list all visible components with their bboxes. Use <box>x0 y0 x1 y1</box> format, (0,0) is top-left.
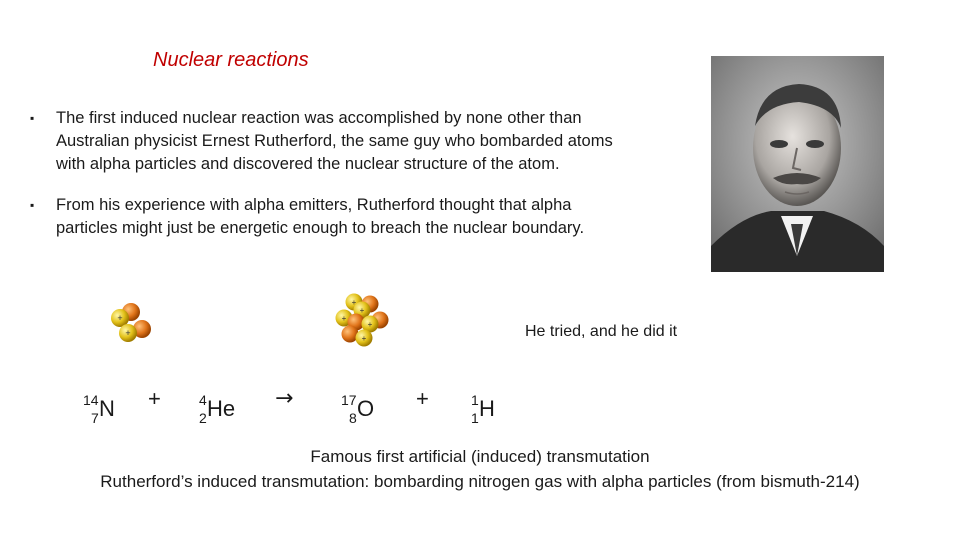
rutherford-portrait <box>711 56 884 272</box>
mass-number: 17 <box>341 392 357 408</box>
mass-number: 4 <box>199 392 207 408</box>
atomic-number: 8 <box>349 410 357 426</box>
bullet-1-line-3: with alpha particles and discovered the nuclear structure of the atom. <box>56 155 560 173</box>
atomic-number: 2 <box>199 410 207 426</box>
bullet-1 <box>30 107 613 176</box>
bullet-2-line-2: particles might just be energetic enough to breach the nuclear boundary. <box>56 219 585 237</box>
element-symbol: O <box>357 396 375 421</box>
plus-sign: + <box>148 386 161 411</box>
proton-charge-label: + <box>361 334 367 343</box>
bullet-marker: ▪ <box>30 198 35 212</box>
bullet-1-line-2: Australian physicist Ernest Rutherford, the same guy who bombarded atoms <box>56 132 613 150</box>
nitrogen-nucleus-model <box>330 290 394 352</box>
element-symbol: H <box>479 396 495 421</box>
bullet-2 <box>30 194 584 240</box>
mass-number: 14 <box>83 392 99 408</box>
proton-charge-label: + <box>117 313 123 323</box>
proton-charge-label: + <box>367 320 373 329</box>
slide-title: Nuclear reactions <box>153 49 309 71</box>
element-symbol: N <box>99 396 115 421</box>
proton-charge-label: + <box>359 306 365 315</box>
plus-sign: + <box>416 386 429 411</box>
proton-charge-label: + <box>125 328 131 338</box>
proton-charge-label: + <box>341 314 347 323</box>
footer-line-2: Rutherford’s induced transmutation: bombarding nitrogen gas with alpha particles (from bismuth‑214) <box>100 472 860 491</box>
caption-he-tried: He tried, and he did it <box>525 323 678 340</box>
bullet-2-line-1: From his experience with alpha emitters, Rutherford thought that alpha <box>56 196 572 214</box>
atomic-number: 1 <box>471 410 479 426</box>
footer-line-1: Famous first artificial (induced) transmutation <box>310 447 650 466</box>
element-symbol: He <box>207 396 236 421</box>
alpha-particle-model <box>106 300 156 346</box>
bullet-1-line-1: The first induced nuclear reaction was accomplished by none other than <box>56 109 582 127</box>
reaction-arrow: → <box>275 386 294 411</box>
mass-number: 1 <box>471 392 479 408</box>
proton-charge-label: + <box>351 298 357 307</box>
bullet-marker: ▪ <box>30 111 35 125</box>
atomic-number: 7 <box>91 410 99 426</box>
